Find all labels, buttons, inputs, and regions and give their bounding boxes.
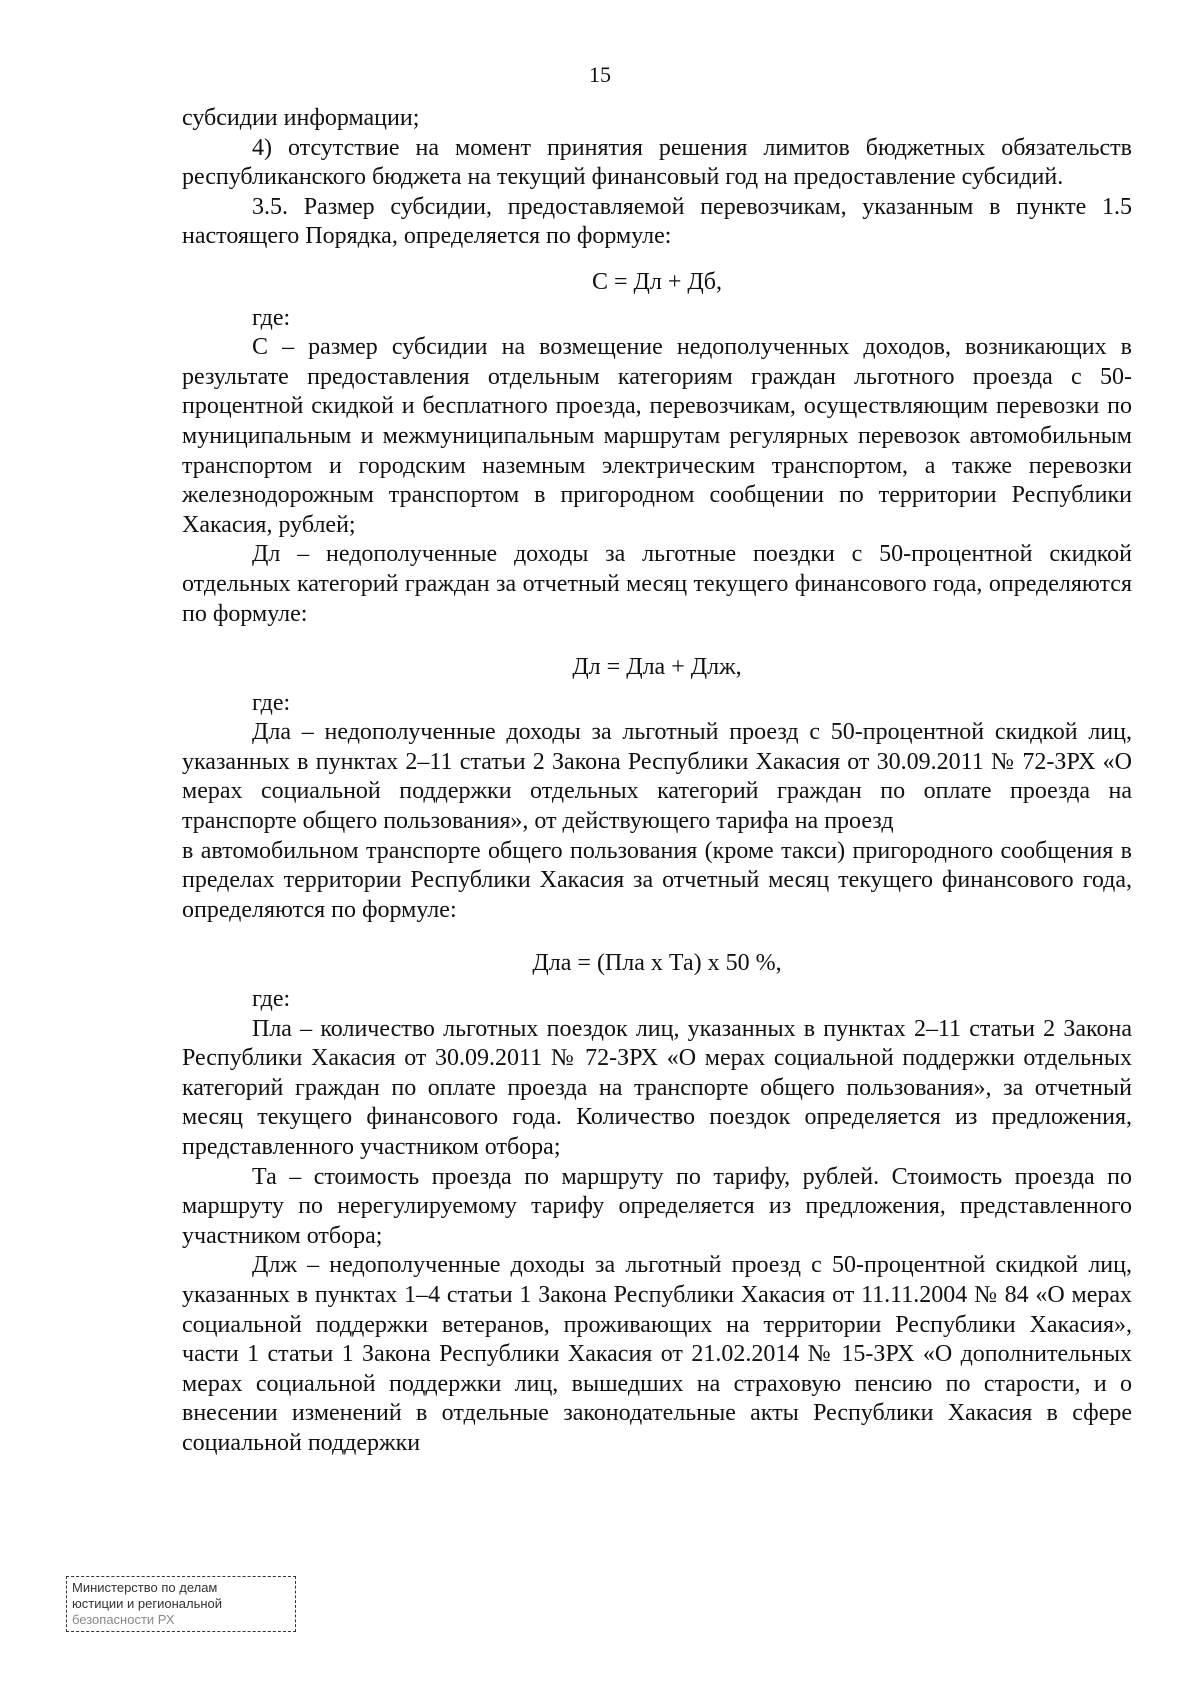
formula-dla: Дла = (Пла х Та) х 50 %,	[532, 950, 782, 977]
formula-dl: Дл = Дла + Длж,	[572, 654, 742, 681]
paragraph-pla-definition: Пла – количество льготных поездок лиц, указанных в пунктах 2–11 статьи 2 Закона Республики Хакасия от 30.09.2011 № 72-ЗРХ «О мерах социальной поддержки отдельных категорий граждан по оплате проезда на транспорте общего пользования», за отчетный месяц текущего финансового года. Количество поездок определяется из предложения, представленного участником отбора;	[182, 1015, 1132, 1160]
paragraph-dla-definition: Дла – недополученные доходы за льготный проезд с 50-процентной скидкой лиц, указанных в пунктах 2–11 статьи 2 Закона Республики Хакасия от 30.09.2011 № 72-ЗРХ «О мерах социальной поддержки отдельных категорий граждан по оплате проезда на транспорте общего пользования», от действующего тарифа на проезд	[182, 719, 1132, 835]
paragraph-3-5: 3.5. Размер субсидии, предоставляемой перевозчикам, указанным в пункте 1.5 настоящего Порядка, определяется по формуле:	[182, 193, 1132, 250]
paragraph-ta-definition: Та – стоимость проезда по маршруту по тарифу, рублей. Стоимость проезда по маршруту по нерегулируемому тарифу определяется из предложения, представленного участником отбора;	[182, 1163, 1132, 1249]
ministry-stamp	[66, 1576, 296, 1632]
paragraph-dla-continuation: в автомобильном транспорте общего пользования (кроме такси) пригородного сообщения в пределах территории Республики Хакасия за отчетный месяц текущего финансового года, определяются по формуле:	[182, 837, 1132, 923]
stamp-line-1: Министерство по делам	[72, 1580, 218, 1595]
where-label: где:	[252, 986, 291, 1013]
paragraph-item-4: 4) отсутствие на момент принятия решения лимитов бюджетных обязательств республиканского бюджета на текущий финансовый год на предоставление субсидий.	[182, 134, 1132, 191]
document-body	[182, 104, 1132, 1459]
stamp-line-2: юстиции и региональной	[72, 1596, 223, 1611]
paragraph-c-definition: С – размер субсидии на возмещение недополученных доходов, возникающих в результате предоставления отдельным категориям граждан льготного проезда с 50-процентной скидкой и бесплатного проезда, перевозчикам, осуществляющим перевозки по муниципальным и межмуниципальным маршрутам регулярных перевозок автомобильным транспортом и городским наземным электрическим транспортом, а также перевозки железнодорожным транспортом в пригородном сообщении по территории Республики Хакасия, рублей;	[182, 334, 1132, 538]
where-label: где:	[252, 689, 291, 716]
stamp-line-3: безопасности РХ	[72, 1612, 175, 1627]
where-label: где:	[252, 304, 291, 331]
paragraph-dlzh-definition: Длж – недополученные доходы за льготный проезд с 50-процентной скидкой лиц, указанных в пунктах 1–4 статьи 1 Закона Республики Хакасия от 11.11.2004 № 84 «О мерах социальной поддержки ветеранов, проживающих на территории Республики Хакасия», части 1 статьи 1 Закона Республики Хакасия от 21.02.2014 № 15-ЗРХ «О дополнительных мерах социальной поддержки лиц, вышедших на страховую пенсию по старости, и о внесении изменений в отдельные законодательные акты Республики Хакасия в сфере социальной поддержки	[182, 1252, 1132, 1456]
paragraph-dl-definition: Дл – недополученные доходы за льготные поездки с 50-процентной скидкой отдельных категорий граждан за отчетный месяц текущего финансового года, определяются по формуле:	[182, 541, 1132, 627]
formula-subsidy: С = Дл + Дб,	[591, 268, 722, 295]
paragraph-continuation: субсидии информации;	[182, 105, 420, 131]
page-number: 15	[589, 62, 611, 87]
